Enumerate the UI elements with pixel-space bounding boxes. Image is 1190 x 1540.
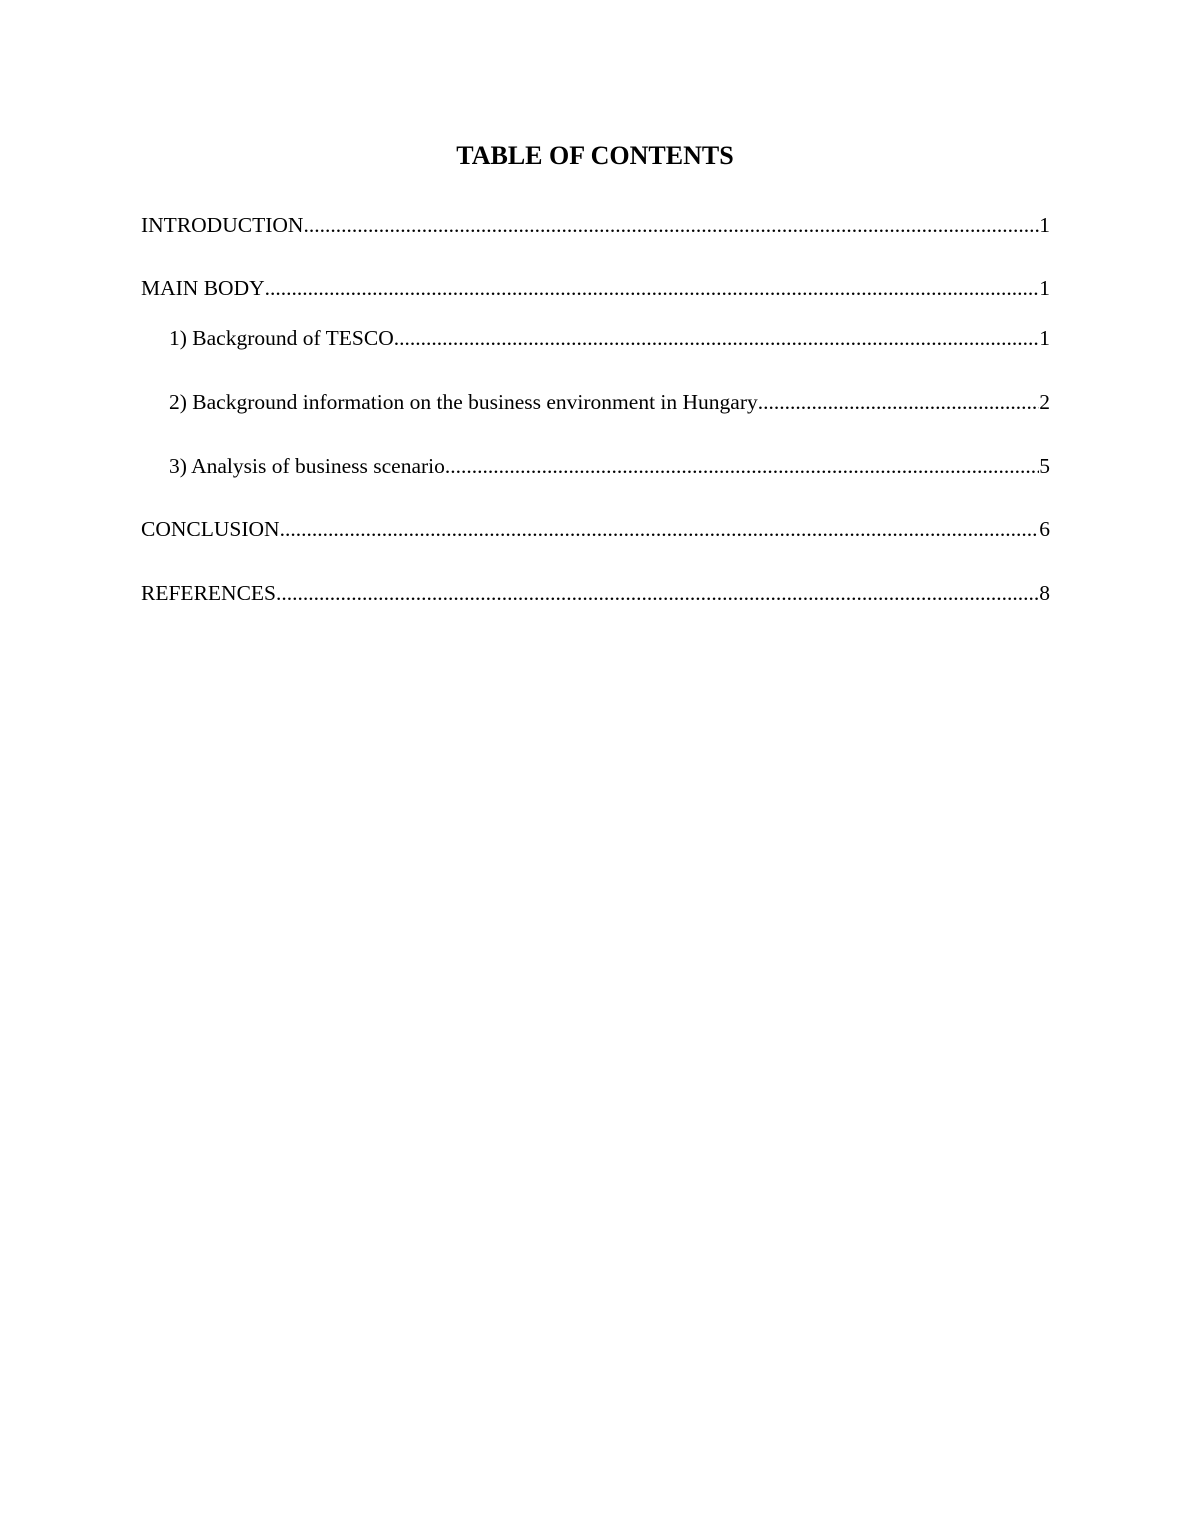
toc-entry-conclusion[interactable] (141, 515, 1050, 543)
toc-dot-leader (303, 211, 1039, 239)
toc-entry-introduction[interactable] (141, 211, 1050, 239)
toc-page-number: 8 (1039, 581, 1050, 605)
toc-page-number: 5 (1039, 454, 1050, 478)
toc-dot-leader (445, 452, 1039, 480)
toc-dot-leader (758, 388, 1039, 416)
toc-entry-label: 1) Background of TESCO (169, 326, 394, 350)
toc-dot-leader (265, 274, 1040, 302)
toc-page-number: 1 (1039, 326, 1050, 350)
toc-entry-label: MAIN BODY (141, 276, 265, 300)
toc-entry-label: 2) Background information on the business environment in Hungary (169, 390, 758, 414)
toc-page-number: 1 (1039, 276, 1050, 300)
toc-entry-background-of-tesco[interactable] (169, 324, 1050, 352)
toc-entry-label: 3) Analysis of business scenario (169, 454, 445, 478)
toc-dot-leader (276, 579, 1039, 607)
toc-page-number: 2 (1039, 390, 1050, 414)
toc-entry-analysis-of-business-scenario[interactable] (169, 452, 1050, 480)
toc-entry-business-environment-hungary[interactable] (169, 388, 1050, 416)
page-title: TABLE OF CONTENTS (456, 141, 734, 170)
toc-dot-leader (394, 324, 1040, 352)
toc-entry-main-body[interactable] (141, 274, 1050, 302)
toc-entry-references[interactable] (141, 579, 1050, 607)
toc-entry-label: REFERENCES (141, 581, 276, 605)
toc-entry-label: INTRODUCTION (141, 213, 304, 237)
toc-dot-leader (280, 515, 1040, 543)
toc-entry-label: CONCLUSION (141, 517, 280, 541)
toc-page-number: 6 (1039, 517, 1050, 541)
toc-page-number: 1 (1039, 213, 1050, 237)
